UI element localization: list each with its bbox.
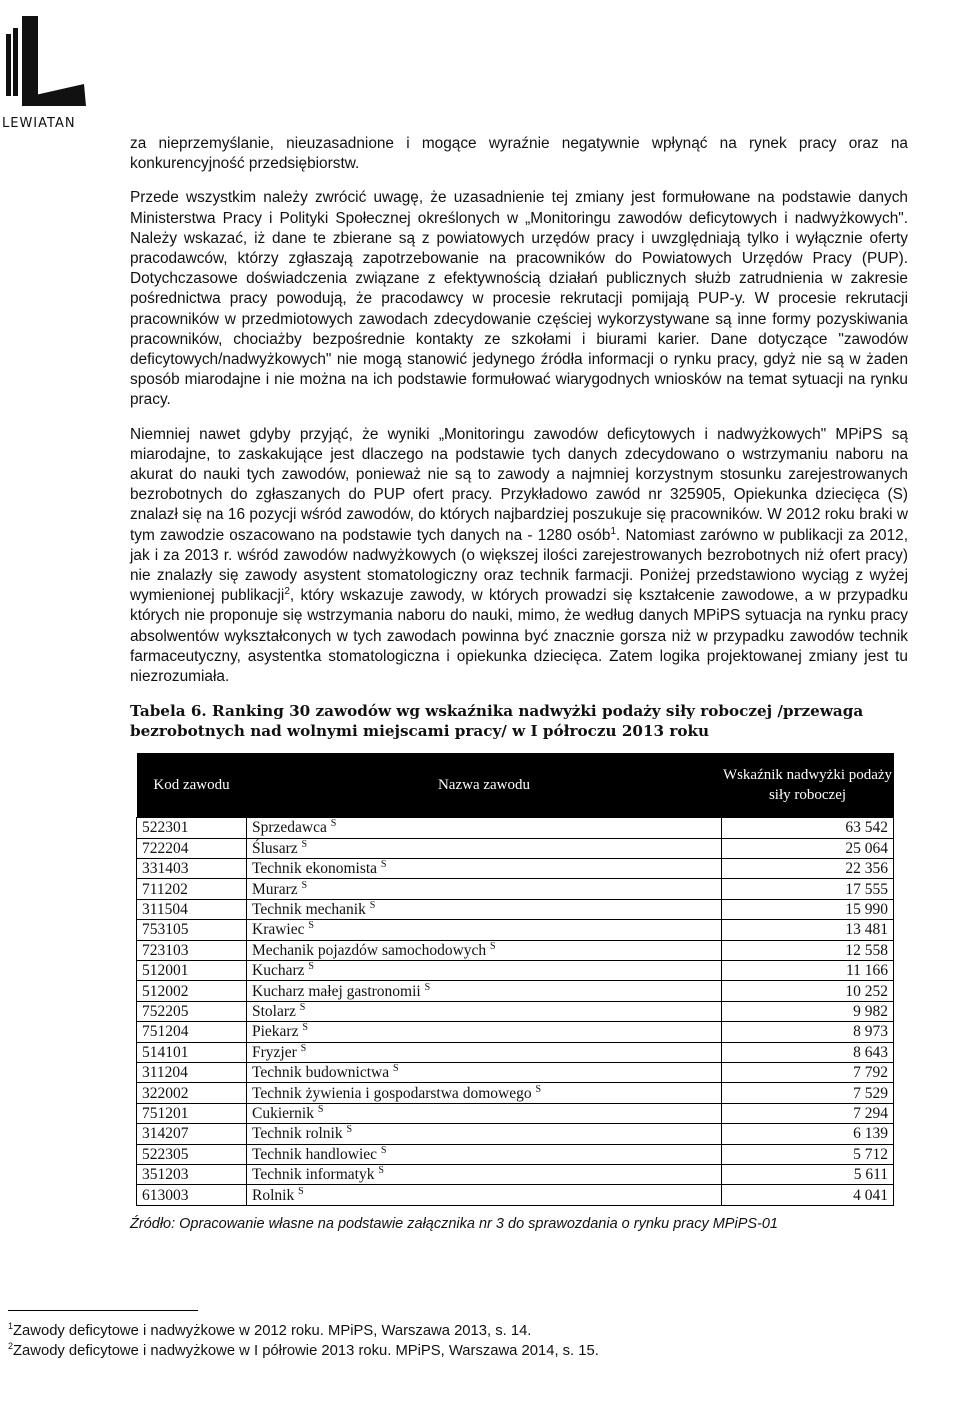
cell-value: 13 481 — [722, 920, 894, 940]
cell-name — [247, 1103, 722, 1123]
table-row — [137, 1185, 894, 1205]
cell-value: 25 064 — [722, 838, 894, 858]
footnote-ref: 2 — [284, 586, 290, 598]
footnote-divider — [8, 1310, 198, 1311]
table-row — [137, 899, 894, 919]
superscript-s: S — [302, 1022, 308, 1034]
superscript-s: S — [392, 1063, 399, 1074]
cell-name — [247, 1001, 722, 1021]
superscript-s: S — [369, 899, 376, 911]
table-row — [137, 1124, 894, 1144]
cell-value: 15 990 — [722, 899, 894, 919]
footnote — [8, 1321, 908, 1341]
table-row — [137, 920, 894, 940]
superscript-s: S — [300, 1042, 307, 1054]
cell-code: 322002 — [137, 1083, 247, 1103]
table-row — [137, 1042, 894, 1062]
footnotes — [8, 1310, 908, 1361]
document-body — [130, 134, 908, 1232]
footnote-number: 1 — [8, 1321, 14, 1332]
superscript-s: S — [490, 940, 496, 952]
cell-value: 22 356 — [722, 859, 894, 879]
cell-name — [247, 961, 722, 981]
superscript-s: S — [330, 818, 337, 830]
occupation-name: Rolnik — [252, 1186, 295, 1204]
cell-code: 514101 — [137, 1042, 247, 1062]
cell-code: 753105 — [137, 920, 247, 940]
cell-value: 4 041 — [722, 1185, 894, 1205]
cell-code: 751201 — [137, 1103, 247, 1123]
cell-value: 17 555 — [722, 879, 894, 899]
occupation-name: Ślusarz — [252, 839, 298, 857]
table-row — [137, 1001, 894, 1021]
cell-value: 8 643 — [722, 1042, 894, 1062]
table-row — [137, 1083, 894, 1103]
cell-code: 351203 — [137, 1164, 247, 1184]
footnote-text: Zawody deficytowe i nadwyżkowe w I półrowie 2013 roku. MPiPS, Warszawa 2014, s. 15. — [13, 1343, 599, 1359]
table-row — [137, 838, 894, 858]
cell-name — [247, 1062, 722, 1082]
superscript-s: S — [346, 1124, 353, 1136]
cell-name — [247, 1022, 722, 1042]
superscript-s: S — [308, 961, 314, 973]
cell-code: 314207 — [137, 1124, 247, 1144]
occupation-name: Sprzedawca — [252, 819, 327, 837]
cell-value: 8 973 — [722, 1022, 894, 1042]
occupation-name: Technik budownictwa — [252, 1064, 390, 1082]
cell-code: 752205 — [137, 1001, 247, 1021]
cell-name — [247, 838, 722, 858]
occupation-name: Technik żywienia i gospodarstwa domowego — [252, 1084, 532, 1102]
superscript-s: S — [380, 1144, 387, 1156]
occupation-name: Fryzjer — [252, 1043, 297, 1061]
superscript-s: S — [424, 981, 431, 993]
superscript-s: S — [299, 1001, 306, 1013]
occupation-name: Technik mechanik — [252, 901, 366, 919]
cell-name — [247, 879, 722, 899]
paragraph-text: Niemniej nawet gdyby przyjąć, że wyniki „Monitoringu zawodów deficytowych i nadwyżkowych" MPiPS są miarodajne, to zaskakujące jest dlaczego na podstawie tych danych zdecydowano o wstrzymaniu naboru na akurat do nauki tych zawodów, ponieważ nie są to zawody a najmniej korzystnym stosunku zarejestrowanych bezrobotnych do zgłaszanych do PUP ofert pracy. Przykładowo zawód nr 325905, Opiekunka dziecięca (S) znalazł się na 16 pozycji wśród zawodów, do których najbardziej poszukuje się pracowników. W 2012 roku braki w tym zawodzie oszacowano na podstawie tych danych na - 1280 osób — [130, 425, 908, 544]
cell-code: 711202 — [137, 879, 247, 899]
occupation-name: Technik ekonomista — [252, 860, 378, 878]
cell-code: 723103 — [137, 940, 247, 960]
cell-name — [247, 1042, 722, 1062]
logo-text: LEWIATAN — [2, 116, 76, 131]
cell-value: 63 542 — [722, 818, 894, 838]
table-row — [137, 859, 894, 879]
cell-value: 11 166 — [722, 961, 894, 981]
cell-value: 7 294 — [722, 1103, 894, 1123]
cell-value: 7 529 — [722, 1083, 894, 1103]
header-code: Kod zawodu — [137, 753, 247, 818]
table-header-row — [137, 753, 894, 818]
paragraph: Przede wszystkim należy zwrócić uwagę, że uzasadnienie tej zmiany jest formułowane na podstawie danych Ministerstwa Pracy i Polityki Społecznej określonych w „Monitoringu zawodów deficytowych i nadwyżkowych". Należy wskazać, iż dane te zbierane są z powiatowych urzędów pracy i uwzględniają tylko i wyłącznie oferty pracodawców, którzy zgłaszają zapotrzebowanie na pracowników do Powiatowych Urzędów Pracy (PUP). Dotychczasowe doświadczenia związane z efektywnością działań publicznych służb zatrudnienia w zakresie pośrednictwa pracy powodują, że pracodawcy w procesie rekrutacji pomijają PUP-y. W procesie rekrutacji pracowników w przedmiotowych zawodach zdecydowanie częściej wykorzystywane są inne formy pozyskiwania pracowników, chociażby bezpośrednie kontakty ze szkołami i biurami karier. Dane dotyczące "zawodów deficytowych/nadwyżkowych" nie mogą stanowić jedynego źródła informacji o rynku pracy, gdyż nie są w żaden sposób miarodajne i nie można na ich podstawie formułować wiarygodnych wniosków na temat sytuacji na rynku pracy. — [130, 189, 908, 409]
cell-code: 522301 — [137, 818, 247, 838]
cell-code: 512002 — [137, 981, 247, 1001]
table-row — [137, 1022, 894, 1042]
cell-name — [247, 1164, 722, 1184]
cell-code: 311504 — [137, 899, 247, 919]
superscript-s: S — [298, 1185, 304, 1197]
footnote — [8, 1341, 908, 1361]
superscript-s: S — [535, 1083, 542, 1095]
occupation-name: Murarz — [252, 880, 298, 898]
cell-code: 311204 — [137, 1062, 247, 1082]
occupation-name: Technik informatyk — [252, 1166, 375, 1184]
cell-code: 613003 — [137, 1185, 247, 1205]
table-source: Źródło: Opracowanie własne na podstawie załącznika nr 3 do sprawozdania o rynku pracy MPiPS-01 — [130, 1215, 778, 1232]
table-row — [137, 1062, 894, 1082]
occupation-name: Kucharz małej gastronomii — [252, 982, 421, 1000]
lewiatan-logo-mark — [2, 14, 92, 114]
paragraph-text: Natomiast zarówno w publikacji za 2012, jak i za 2013 r. wśród zawodów nadwyżkowych (o większej ilości zarejestrowanych bezrobotnych niż ofert pracy) nie znalazły się zawody asystent stomatologiczny oraz technik farmacji. Poniżej przedstawiono wyciąg z wyżej wymienionej publikacji — [130, 526, 908, 605]
header-name: Nazwa zawodu — [247, 753, 722, 818]
cell-name — [247, 981, 722, 1001]
cell-name — [247, 1144, 722, 1164]
paragraph: Niemniej nawet gdyby przyjąć, że wyniki „Monitoringu zawodów deficytowych i nadwyżkowych" MPiPS są miarodajne, to zaskakujące jest dlaczego na podstawie tych danych zdecydowano o wstrzymaniu naboru na akurat do nauki tych zawodów, ponieważ nie są to zawody a najmniej korzystnym stosunku zarejestrowanych bezrobotnych do zgłaszanych do PUP ofert pracy. Przykładowo zawód nr 325905, Opiekunka dziecięca (S) znalazł się na 16 pozycji wśród zawodów, do których najbardziej poszukuje się pracowników. W 2012 roku braki w tym zawodzie oszacowano na podstawie tych danych na - 1280 osób$^1$. Natomiast zarówno w publikacji za 2012, jak i za 2013 r. wśród zawodów nadwyżkowych (o większej ilości zarejestrowanych bezrobotnych niż ofert pracy) nie znalazły się zawody asystent stomatologiczny oraz technik farmacji. Poniżej przedstawiono wyciąg z wyżej wymienionej publikacji$^2$, który wskazuje zawody, w których prowadzi się kształcenie zawodowe, a w przypadku których nie proponuje się wstrzymania naboru do nauki, mimo, że według danych MPiPS sytuacja na rynku pracy absolwentów wykształconych w tych zawodach powinna być znacznie gorsza niż w przypadku zawodów technik farmaceutyczny, asystentka stomatologiczna i opiekunka dziecięca. Zatem logika projektowanej zmiany jest tu niezrozumiała. — [130, 425, 908, 686]
table-row — [137, 1164, 894, 1184]
superscript-s: S — [301, 838, 308, 850]
cell-code: 751204 — [137, 1022, 247, 1042]
table-row — [137, 879, 894, 899]
footnote-text: Zawody deficytowe i nadwyżkowe w 2012 roku. MPiPS, Warszawa 2013, s. 14. — [13, 1323, 532, 1339]
occupation-name: Krawiec — [252, 921, 305, 939]
cell-code: 722204 — [137, 838, 247, 858]
cell-name — [247, 940, 722, 960]
occupation-name: Stolarz — [252, 1002, 296, 1020]
cell-name — [247, 818, 722, 838]
occupation-name: Technik rolnik — [252, 1125, 343, 1143]
occupation-name: Technik handlowiec — [252, 1145, 378, 1163]
cell-value: 7 792 — [722, 1062, 894, 1082]
cell-name — [247, 899, 722, 919]
table-row — [137, 1103, 894, 1123]
cell-code: 512001 — [137, 961, 247, 981]
superscript-s: S — [380, 859, 387, 871]
paragraph: za nieprzemyślanie, nieuzasadnione i mogące wyraźnie negatywnie wpłynąć na rynek pracy oraz na konkurencyjność przedsiębiorstw. — [130, 135, 908, 173]
superscript-s: S — [301, 879, 308, 891]
ranking-table — [136, 753, 894, 1205]
footnote-number: 2 — [8, 1341, 14, 1352]
occupation-name: Kucharz — [252, 962, 305, 980]
cell-name — [247, 1124, 722, 1144]
cell-name — [247, 859, 722, 879]
table-row — [137, 818, 894, 838]
cell-value: 10 252 — [722, 981, 894, 1001]
cell-value: 5 611 — [722, 1164, 894, 1184]
cell-name — [247, 1185, 722, 1205]
header-value: Wskaźnik nadwyżki podaży siły roboczej — [722, 753, 894, 818]
table-row — [137, 981, 894, 1001]
cell-code: 331403 — [137, 859, 247, 879]
occupation-name: Piekarz — [252, 1023, 299, 1041]
occupation-name: Cukiernik — [252, 1104, 314, 1122]
table-caption: Tabela 6. Ranking 30 zawodów wg wskaźnika nadwyżki podaży siły roboczej /przewaga bezrobotnych nad wolnymi miejscami pracy/ w I półroczu 2013 roku — [130, 702, 864, 741]
superscript-s: S — [378, 1164, 384, 1176]
cell-name — [247, 920, 722, 940]
cell-value: 5 712 — [722, 1144, 894, 1164]
lewiatan-logo — [2, 14, 132, 131]
superscript-s: S — [308, 920, 314, 932]
cell-value: 12 558 — [722, 940, 894, 960]
occupation-name: Mechanik pojazdów samochodowych — [252, 941, 487, 959]
superscript-s: S — [317, 1103, 324, 1115]
cell-name — [247, 1083, 722, 1103]
cell-value: 6 139 — [722, 1124, 894, 1144]
paragraph-text: , który wskazuje zawody, w których prowadzi się kształcenie zawodowe, a w przypadku których nie proponuje się wstrzymania naboru do nauki, mimo, że według danych MPiPS sytuacja na rynku pracy absolwentów wykształconych w tych zawodach powinna być znacznie gorsza niż w przypadku zawodów technik farmaceutyczny, asystentka stomatologiczna i opiekunka dziecięca. Zatem logika projektowanej zmiany jest tu niezrozumiała. — [130, 587, 908, 686]
footnote-ref: 1 — [610, 525, 616, 537]
table-row — [137, 940, 894, 960]
table-row — [137, 1144, 894, 1164]
table-row — [137, 961, 894, 981]
cell-code: 522305 — [137, 1144, 247, 1164]
table-body — [137, 818, 894, 1205]
cell-value: 9 982 — [722, 1001, 894, 1021]
